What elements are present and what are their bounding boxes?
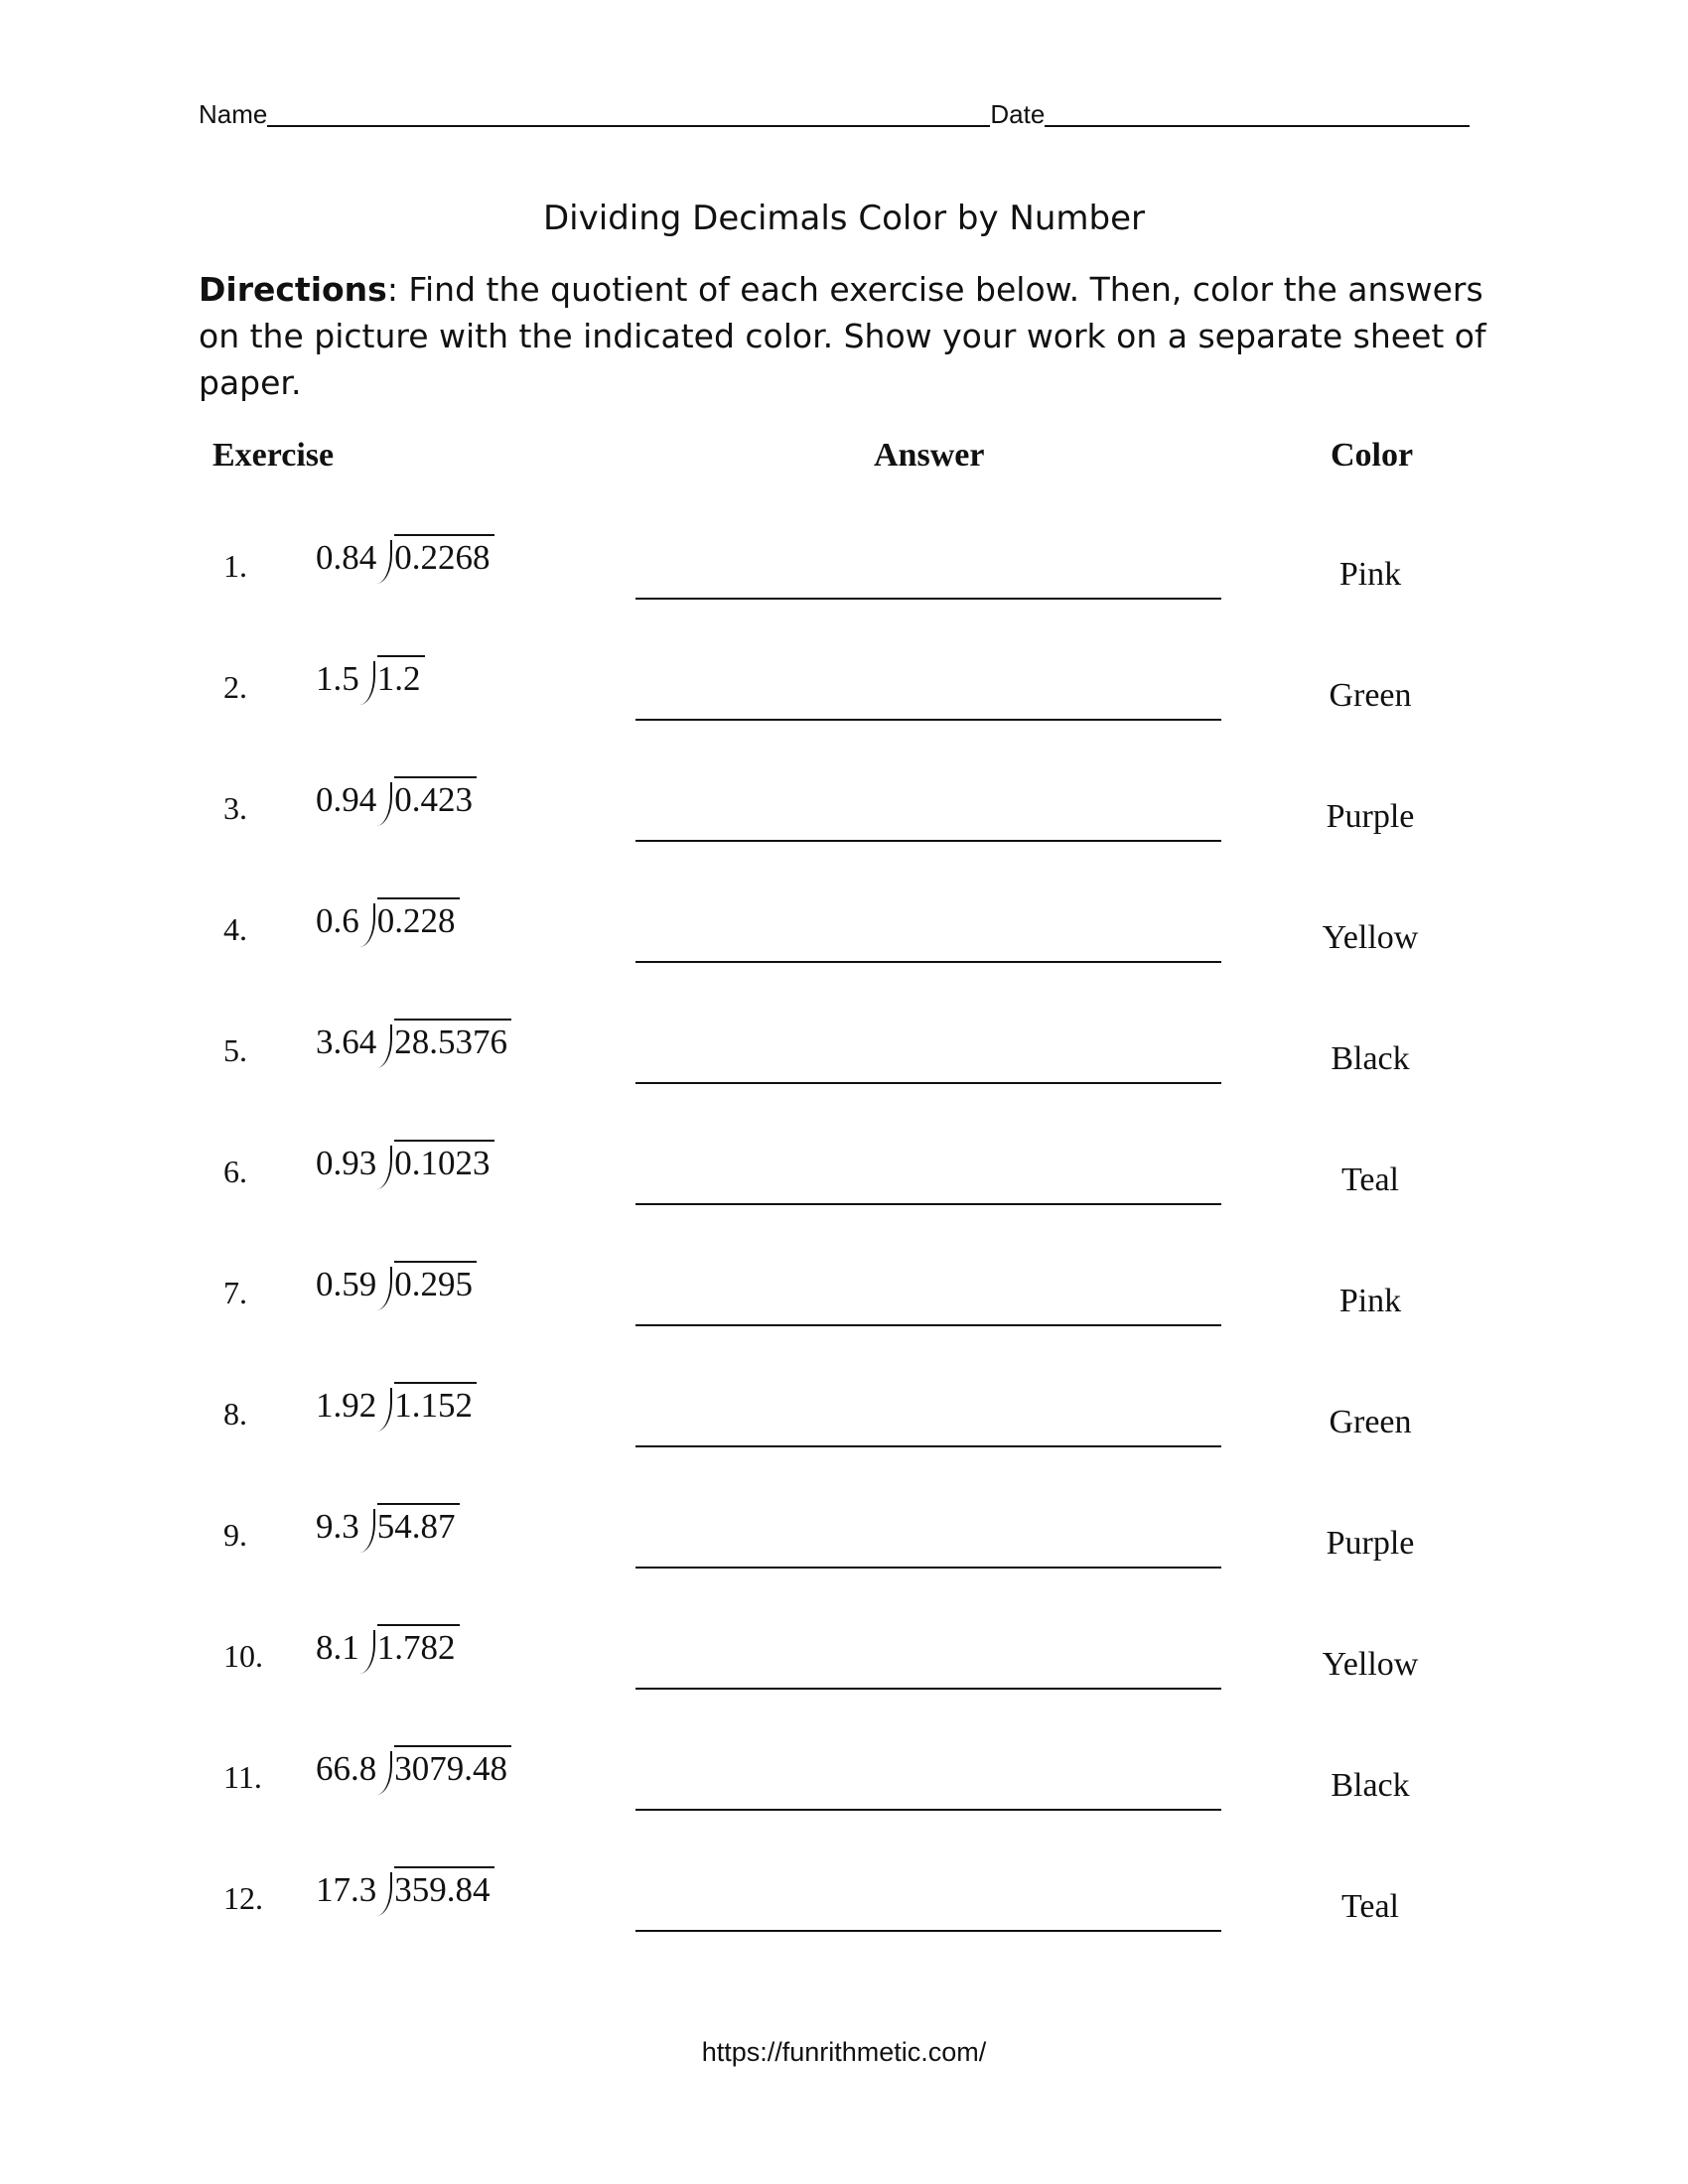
exercise-row — [0, 1505, 1688, 1624]
color-label: Yellow — [1322, 1646, 1419, 1683]
dividend: 1.782 — [377, 1624, 460, 1668]
directions-text: : Find the quotient of each exercise below. Then, color the answers on the picture with the indicated color. Show your work on a separate sheet of paper. — [199, 270, 1486, 402]
footer-url: https://funrithmetic.com/ — [701, 2037, 987, 2067]
divisor: 1.5 — [316, 659, 359, 698]
long-division-bracket — [359, 1509, 375, 1553]
division-problem — [316, 1503, 460, 1547]
exercise-row — [0, 1747, 1688, 1866]
divisor: 8.1 — [316, 1628, 359, 1667]
dividend: 359.84 — [394, 1866, 493, 1910]
date-field[interactable] — [1045, 103, 1470, 127]
divisor: 17.3 — [316, 1870, 377, 1909]
division-problem — [316, 776, 477, 820]
divisor: 0.59 — [316, 1265, 377, 1303]
long-division-bracket — [376, 1024, 392, 1068]
answer-line[interactable] — [635, 1567, 1221, 1569]
long-division-bracket — [359, 661, 375, 705]
divisor: 0.6 — [316, 901, 359, 940]
division-problem — [316, 1261, 477, 1304]
exercise-number: 4. — [223, 911, 247, 947]
long-division-bracket — [376, 1267, 392, 1310]
answer-line[interactable] — [635, 719, 1221, 721]
answer-line[interactable] — [635, 1082, 1221, 1084]
divisor: 3.64 — [316, 1023, 377, 1061]
exercise-number: 1. — [223, 548, 247, 584]
exercise-number: 9. — [223, 1517, 247, 1553]
divisor: 0.94 — [316, 780, 377, 819]
color-label: Yellow — [1322, 919, 1419, 956]
column-header-answer: Answer — [874, 437, 985, 474]
exercise-row — [0, 657, 1688, 776]
division-problem — [316, 1866, 494, 1910]
answer-line[interactable] — [635, 1445, 1221, 1447]
division-problem — [316, 1745, 511, 1789]
answer-line[interactable] — [635, 1203, 1221, 1205]
division-problem — [316, 1624, 460, 1668]
exercise-number: 12. — [223, 1880, 263, 1916]
long-division-bracket — [376, 782, 392, 826]
exercise-row — [0, 1263, 1688, 1382]
divisor: 9.3 — [316, 1507, 359, 1546]
exercise-number: 6. — [223, 1154, 247, 1189]
name-date-header — [199, 99, 1470, 130]
divisor: 0.84 — [316, 538, 377, 577]
exercise-number: 7. — [223, 1275, 247, 1310]
dividend: 0.295 — [394, 1261, 477, 1304]
division-problem — [316, 534, 494, 578]
dividend: 0.228 — [377, 897, 460, 941]
exercise-row — [0, 778, 1688, 897]
column-header-color: Color — [1331, 437, 1414, 474]
exercise-number: 5. — [223, 1032, 247, 1068]
name-field[interactable] — [267, 103, 990, 127]
long-division-bracket — [376, 1388, 392, 1432]
answer-line[interactable] — [635, 598, 1221, 600]
division-problem — [316, 1140, 494, 1183]
dividend: 1.2 — [377, 655, 425, 699]
exercise-number: 11. — [223, 1759, 262, 1795]
color-label: Black — [1331, 1040, 1410, 1077]
long-division-bracket — [376, 540, 392, 584]
long-division-bracket — [359, 903, 375, 947]
dividend: 28.5376 — [394, 1019, 511, 1062]
directions-label: Directions — [199, 270, 387, 309]
dividend: 0.2268 — [394, 534, 493, 578]
division-problem — [316, 655, 425, 699]
dividend: 1.152 — [394, 1382, 477, 1426]
exercise-row — [0, 1384, 1688, 1503]
answer-line[interactable] — [635, 961, 1221, 963]
column-header-exercise: Exercise — [212, 437, 335, 474]
exercise-row — [0, 1142, 1688, 1261]
dividend: 0.423 — [394, 776, 477, 820]
color-label: Pink — [1338, 1283, 1402, 1319]
exercise-number: 10. — [223, 1638, 263, 1674]
exercise-row — [0, 899, 1688, 1019]
long-division-bracket — [376, 1751, 392, 1795]
divisor: 66.8 — [316, 1749, 377, 1788]
dividend: 54.87 — [377, 1503, 460, 1547]
answer-line[interactable] — [635, 1688, 1221, 1690]
directions — [199, 266, 1489, 406]
division-problem — [316, 1382, 477, 1426]
page-title: Dividing Decimals Color by Number — [543, 199, 1145, 238]
date-label: Date — [990, 99, 1046, 129]
long-division-bracket — [376, 1146, 392, 1189]
color-label: Green — [1329, 677, 1412, 714]
color-label: Teal — [1340, 1161, 1400, 1198]
exercise-number: 2. — [223, 669, 247, 705]
color-label: Purple — [1326, 798, 1415, 835]
answer-line[interactable] — [635, 1930, 1221, 1932]
answer-line[interactable] — [635, 840, 1221, 842]
divisor: 0.93 — [316, 1144, 377, 1182]
name-label: Name — [199, 99, 268, 129]
color-label: Teal — [1340, 1888, 1400, 1925]
exercise-row — [0, 536, 1688, 655]
color-label: Black — [1331, 1767, 1410, 1804]
long-division-bracket — [376, 1872, 392, 1916]
division-problem — [316, 897, 460, 941]
exercise-number: 3. — [223, 790, 247, 826]
division-problem — [316, 1019, 511, 1062]
divisor: 1.92 — [316, 1386, 377, 1425]
long-division-bracket — [359, 1630, 375, 1674]
exercise-row — [0, 1868, 1688, 1987]
dividend: 0.1023 — [394, 1140, 493, 1183]
exercise-row — [0, 1021, 1688, 1140]
color-label: Green — [1329, 1404, 1412, 1440]
exercise-number: 8. — [223, 1396, 247, 1432]
exercise-row — [0, 1626, 1688, 1745]
answer-line[interactable] — [635, 1324, 1221, 1326]
color-label: Purple — [1326, 1525, 1415, 1562]
color-label: Pink — [1338, 556, 1402, 593]
answer-line[interactable] — [635, 1809, 1221, 1811]
dividend: 3079.48 — [394, 1745, 511, 1789]
